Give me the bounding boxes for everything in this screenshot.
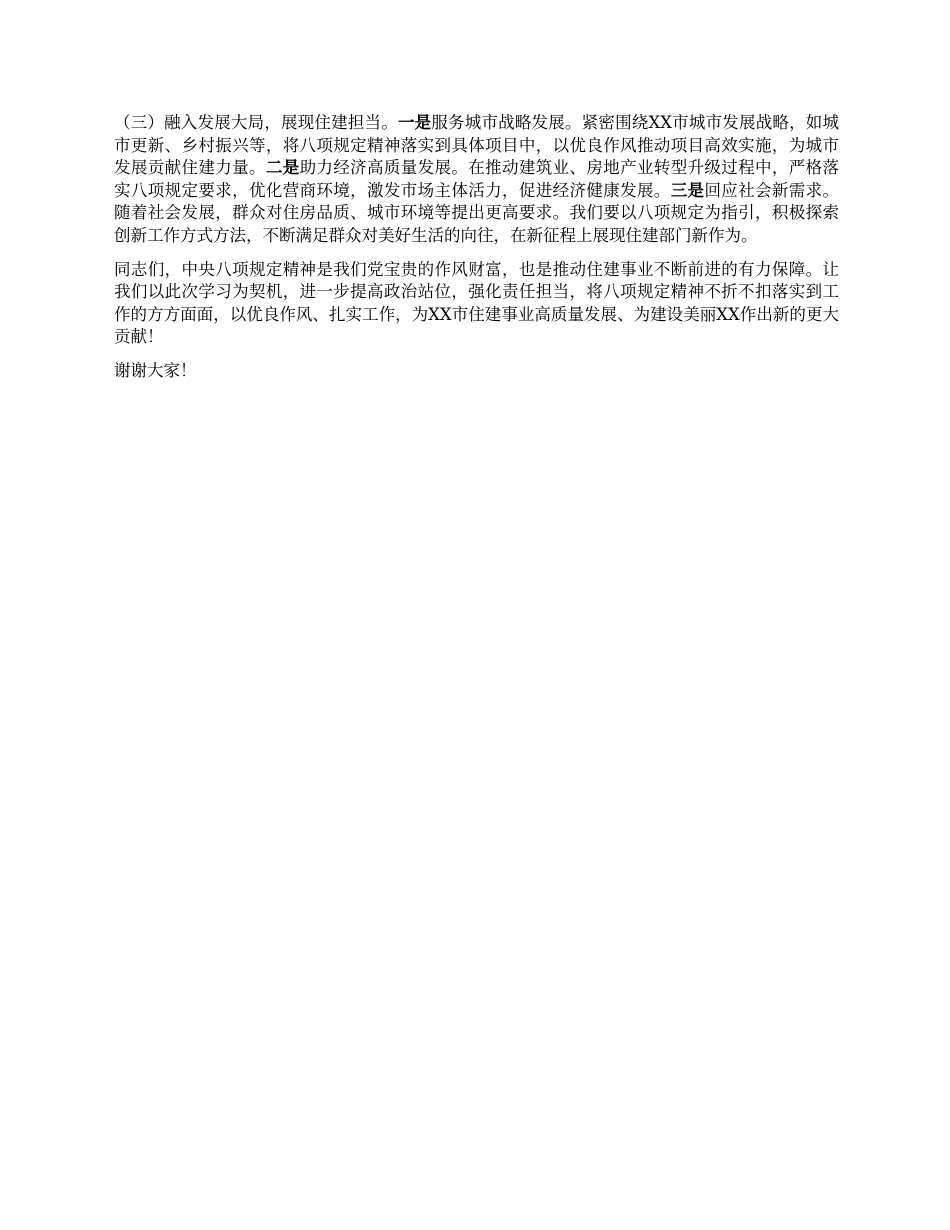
point-3-label: 三是 xyxy=(670,180,705,200)
point-3-text: 回应社会新需求。随着社会发展，群众对住房品质、城市环境等提出更高要求。我们要以八项规定为指引，积极探索创新工作方式方法，不断满足群众对美好生活的向往，在新征程上展现住建部门新作为。 xyxy=(114,180,840,245)
section-3-heading: （三）融入发展大局，展现住建担当。 xyxy=(114,113,398,132)
point-2-label: 二是 xyxy=(265,158,300,178)
point-1-label: 一是 xyxy=(397,113,432,132)
point-2-text: 助力经济高质量发展。在推动建筑业、房地产业转型升级过程中，严格落实八项规定要求，优化营商环境，激发市场主体活力，促进经济健康发展。 xyxy=(114,158,840,200)
point-1-text: 服务城市战略发展。紧密围绕XX市城市发展战略，如城市更新、乡村振兴等，将八项规定精神落实到具体项目中，以优良作风推动项目高效实施，为城市发展贡献住建力量。 xyxy=(114,113,840,178)
conclusion-paragraph: 同志们，中央八项规定精神是我们党宝贵的作风财富，也是推动住建事业不断前进的有力保障。让我们以此次学习为契机，进一步提高政治站位，强化责任担当，将八项规定精神不折不扣落实到工作的方方面面，以优良作风、扎实工作，为XX市住建事业高质量发展、为建设美丽XX作出新的更大贡献！ xyxy=(114,259,839,347)
closing-line: 谢谢大家！ xyxy=(114,360,197,380)
document-page xyxy=(114,112,839,383)
section-3-paragraph xyxy=(114,112,839,248)
